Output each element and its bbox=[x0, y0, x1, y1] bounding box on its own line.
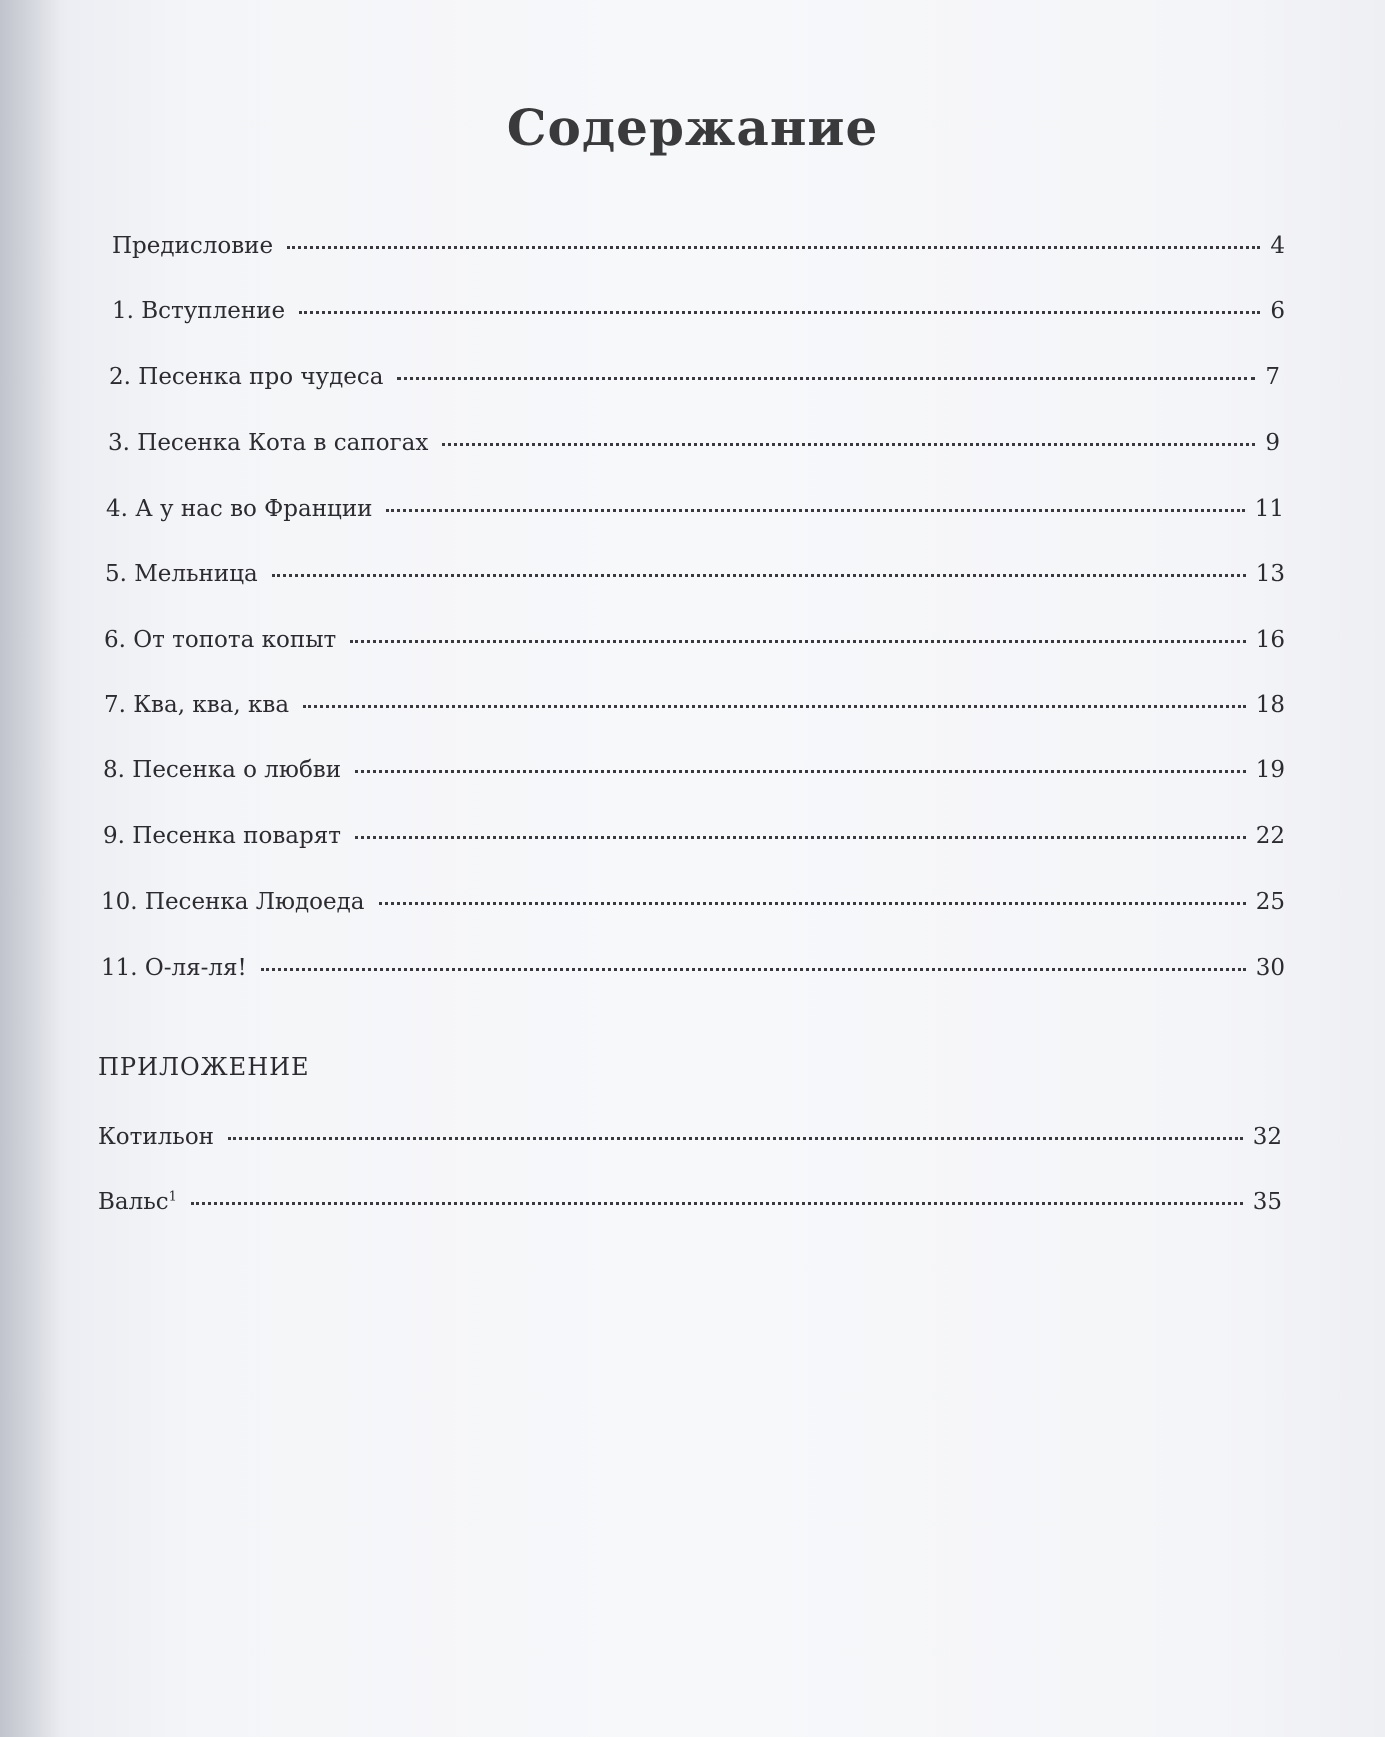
toc-entry bbox=[104, 692, 1285, 718]
toc-entry bbox=[101, 889, 1285, 915]
toc-entry-label: 10. Песенка Людоеда bbox=[101, 889, 365, 915]
toc-entry-page: 19 bbox=[1255, 757, 1285, 783]
toc-entry-label: 7. Ква, ква, ква bbox=[104, 692, 290, 718]
toc-leader-dots bbox=[379, 902, 1246, 905]
toc-entry-label: 1. Вступление bbox=[112, 298, 286, 324]
toc-leader-dots bbox=[261, 968, 1246, 971]
toc-entry-page: 6 bbox=[1270, 298, 1285, 324]
toc-entry-label: 3. Песенка Кота в сапогах bbox=[108, 430, 429, 456]
toc-entry bbox=[104, 627, 1285, 653]
toc-entry-page: 16 bbox=[1255, 627, 1285, 653]
toc-entry-page: 30 bbox=[1255, 955, 1285, 981]
toc-entry bbox=[101, 955, 1285, 981]
toc-entry-page: 7 bbox=[1265, 364, 1280, 390]
toc-entry bbox=[112, 233, 1285, 259]
toc-leader-dots bbox=[355, 770, 1246, 773]
toc-leader-dots bbox=[191, 1202, 1243, 1205]
appendix-entry-page: 35 bbox=[1252, 1189, 1282, 1215]
toc-leader-dots bbox=[386, 509, 1244, 512]
appendix-entry bbox=[98, 1124, 1282, 1150]
toc-entry-label: 9. Песенка поварят bbox=[103, 823, 341, 849]
toc-entry bbox=[112, 298, 1285, 324]
appendix-heading: ПРИЛОЖЕНИЕ bbox=[98, 1053, 310, 1081]
toc-entry-page: 9 bbox=[1265, 430, 1280, 456]
toc-entry-label: 2. Песенка про чудеса bbox=[109, 364, 384, 390]
appendix-entry-label: Вальс bbox=[98, 1189, 169, 1215]
toc-entry bbox=[109, 364, 1280, 390]
toc-leader-dots bbox=[355, 836, 1246, 839]
toc-entry-label: 4. А у нас во Франции bbox=[106, 496, 373, 522]
toc-entry-page: 11 bbox=[1254, 496, 1284, 522]
toc-entry bbox=[103, 757, 1285, 783]
page-title: Содержание bbox=[506, 98, 879, 157]
toc-entry bbox=[103, 823, 1285, 849]
toc-entry bbox=[105, 561, 1285, 587]
toc-entry-label: Предисловие bbox=[112, 233, 274, 259]
toc-leader-dots bbox=[397, 377, 1255, 380]
footnote-marker: 1 bbox=[168, 1189, 177, 1205]
toc-leader-dots bbox=[228, 1137, 1243, 1140]
toc-entry-page: 18 bbox=[1255, 692, 1285, 718]
toc-entry-label: 6. От топота копыт bbox=[104, 627, 337, 653]
toc-leader-dots bbox=[272, 574, 1246, 577]
toc-leader-dots bbox=[442, 443, 1255, 446]
toc-leader-dots bbox=[299, 311, 1260, 314]
appendix-entry-page: 32 bbox=[1252, 1124, 1282, 1150]
toc-entry-page: 22 bbox=[1255, 823, 1285, 849]
toc-entry-page: 13 bbox=[1255, 561, 1285, 587]
toc-leader-dots bbox=[350, 640, 1245, 643]
toc-entry-page: 25 bbox=[1255, 889, 1285, 915]
appendix-entry-label-wrap bbox=[98, 1189, 177, 1215]
toc-entry bbox=[106, 496, 1284, 522]
toc-entry-label: 11. О-ля-ля! bbox=[101, 955, 247, 981]
appendix-entry bbox=[98, 1189, 1282, 1215]
toc-leader-dots bbox=[287, 246, 1260, 249]
toc-entry-page: 4 bbox=[1270, 233, 1285, 259]
toc-entry bbox=[108, 430, 1280, 456]
toc-leader-dots bbox=[303, 705, 1246, 708]
toc-entry-label: 8. Песенка о любви bbox=[103, 757, 342, 783]
page-edge-shadow bbox=[0, 0, 60, 1737]
appendix-entry-label: Котильон bbox=[98, 1124, 215, 1150]
toc-entry-label: 5. Мельница bbox=[105, 561, 258, 587]
